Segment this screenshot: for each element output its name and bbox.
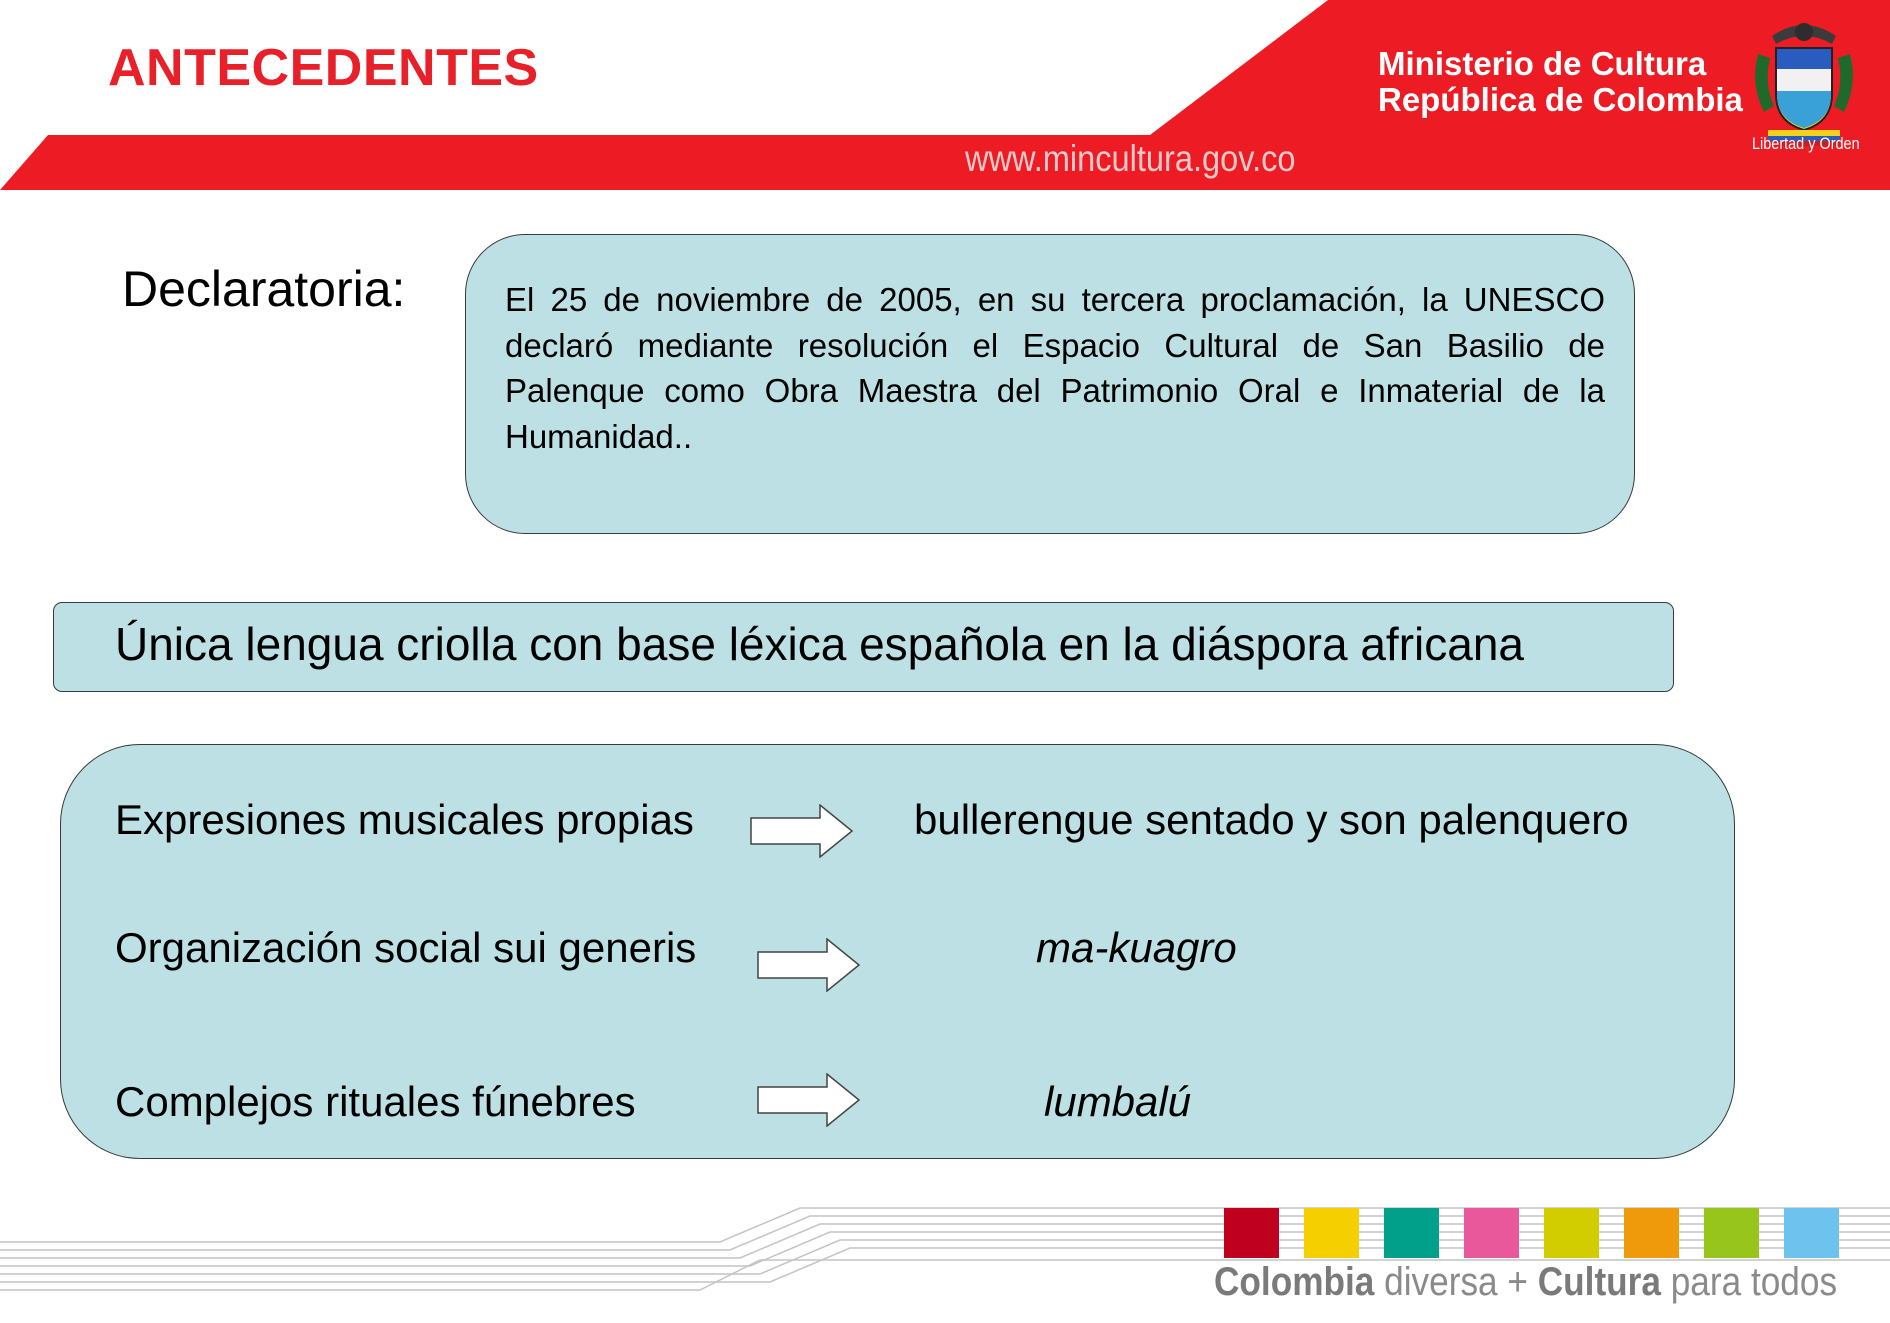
motto-text: Libertad y Orden	[1752, 134, 1860, 153]
slogan-colombia: Colombia	[1214, 1260, 1375, 1304]
color-swatch	[1464, 1208, 1519, 1258]
slogan-cultura: Cultura	[1537, 1260, 1661, 1304]
language-banner-text: Única lengua criolla con base léxica española en la diáspora africana	[115, 618, 1524, 670]
slogan-diversa: diversa +	[1374, 1260, 1538, 1304]
expression-value-music: bullerengue sentado y son palenquero	[914, 796, 1629, 843]
ministry-country: República de Colombia	[1378, 81, 1743, 118]
right-arrow-icon	[757, 938, 861, 992]
expression-label-rituals: Complejos rituales fúnebres	[115, 1078, 636, 1125]
slogan-para-todos: para todos	[1660, 1260, 1838, 1304]
colombia-coat-of-arms-icon	[1744, 14, 1864, 154]
expression-value-social: ma-kuagro	[1036, 924, 1237, 971]
color-swatch	[1544, 1208, 1599, 1258]
color-swatch	[1704, 1208, 1759, 1258]
color-swatch	[1224, 1208, 1279, 1258]
color-swatch	[1384, 1208, 1439, 1258]
declaration-label: Declaratoria:	[122, 261, 406, 317]
right-arrow-icon	[750, 804, 854, 858]
footer-slogan	[1214, 1260, 1837, 1305]
expression-label-social: Organización social sui generis	[115, 924, 697, 971]
color-swatch	[1784, 1208, 1839, 1258]
expression-value-rituals: lumbalú	[1044, 1078, 1192, 1125]
right-arrow-icon	[757, 1073, 861, 1127]
expression-label-music: Expresiones musicales propias	[115, 796, 694, 843]
page-title: ANTECEDENTES	[108, 39, 539, 97]
ministry-name: Ministerio de Cultura	[1378, 45, 1707, 82]
color-swatch	[1304, 1208, 1359, 1258]
website-link[interactable]: www.mincultura.gov.co	[965, 138, 1296, 179]
color-swatch	[1624, 1208, 1679, 1258]
declaration-text: El 25 de noviembre de 2005, en su tercera proclamación, la UNESCO declaró mediante resolución el Espacio Cultural de San Basilio de Palenque como Obra Maestra del Patrimonio Oral e Inmaterial de la Humanidad..	[505, 281, 1605, 455]
